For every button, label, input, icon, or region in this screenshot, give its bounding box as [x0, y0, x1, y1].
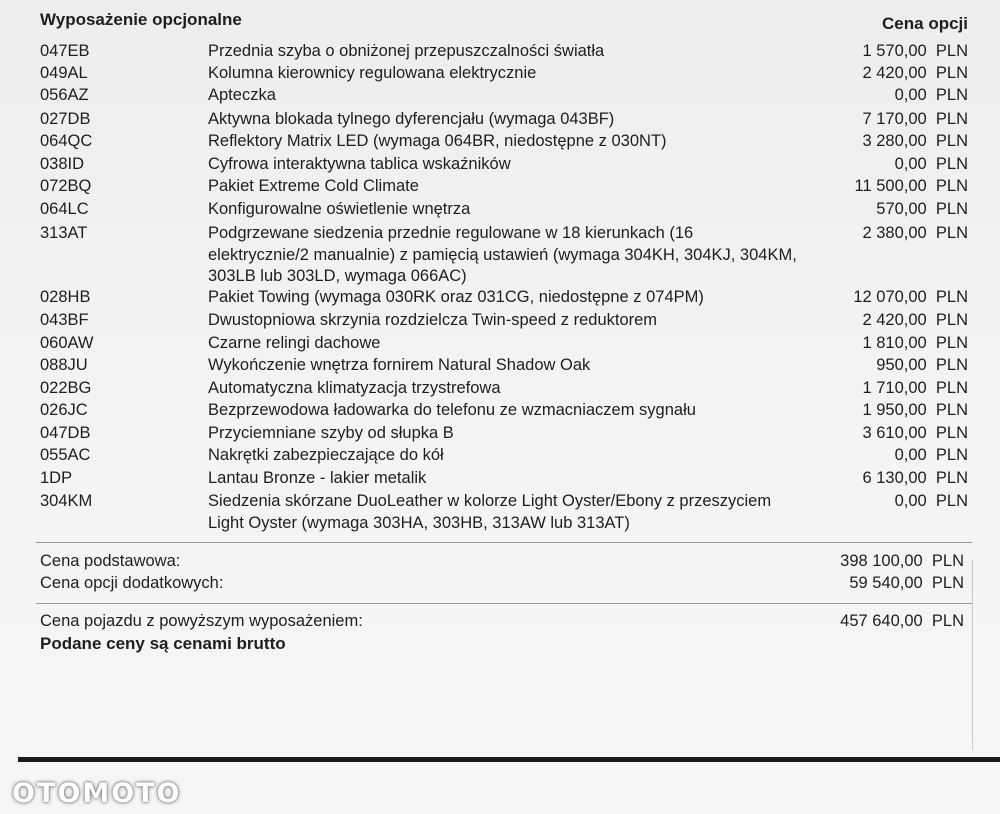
option-description: Podgrzewane siedzenia przednie regulowane w 18 kierunkach (16 elektrycznie/2 manualnie) z pamięcią ustawień (wymaga 304KH, 304KJ, 304KM, 303LB lub 303LD, wymaga 066AC)	[208, 224, 797, 285]
total-price-value: 457 640,00 PLN	[840, 612, 964, 630]
option-description: Nakrętki zabezpieczające do kół	[208, 446, 444, 464]
option-code: 064QC	[40, 132, 93, 150]
option-price: 11 500,00 PLN	[854, 177, 968, 195]
option-price: 2 420,00 PLN	[862, 311, 968, 329]
option-code: 1DP	[40, 469, 73, 487]
option-description: Aktywna blokada tylnego dyferencjału (wymaga 043BF)	[208, 110, 615, 128]
option-code: 088JU	[40, 356, 88, 374]
option-code: 043BF	[40, 311, 89, 329]
option-price: 3 610,00 PLN	[862, 424, 968, 442]
base-price-value: 398 100,00 PLN	[840, 552, 964, 570]
option-price: 0,00 PLN	[894, 492, 968, 510]
option-code: 064LC	[40, 200, 89, 218]
option-code: 026JC	[40, 401, 88, 419]
option-description: Dwustopniowa skrzynia rozdzielcza Twin-speed z reduktorem	[208, 311, 658, 329]
price-column-header: Cena opcji	[882, 14, 968, 33]
gross-price-note: Podane ceny są cenami brutto	[40, 634, 286, 653]
option-price: 1 570,00 PLN	[862, 42, 968, 60]
option-code: 313AT	[40, 224, 88, 242]
option-code: 304KM	[40, 492, 93, 510]
option-code: 056AZ	[40, 86, 89, 104]
option-price: 570,00 PLN	[876, 200, 968, 218]
option-price: 3 280,00 PLN	[862, 132, 968, 150]
option-description: Czarne relingi dachowe	[208, 334, 381, 352]
options-title: Wyposażenie opcjonalne	[40, 10, 242, 29]
option-description: Reflektory Matrix LED (wymaga 064BR, niedostępne z 030NT)	[208, 132, 667, 150]
option-description: Przyciemniane szyby od słupka B	[208, 424, 454, 442]
total-price-label: Cena pojazdu z powyższym wyposażeniem:	[40, 612, 363, 630]
option-description: Wykończenie wnętrza fornirem Natural Shadow Oak	[208, 356, 591, 374]
option-description: Przednia szyba o obniżonej przepuszczalności światła	[208, 42, 605, 60]
otomoto-watermark: OTOMOTO	[12, 778, 182, 809]
option-code: 027DB	[40, 110, 91, 128]
bottom-border	[18, 757, 1000, 762]
option-description: Automatyczna klimatyzacja trzystrefowa	[208, 379, 501, 397]
option-description: Apteczka	[208, 86, 276, 104]
extras-price-label: Cena opcji dodatkowych:	[40, 574, 224, 592]
option-code: 022BG	[40, 379, 92, 397]
option-price: 0,00 PLN	[894, 155, 968, 173]
option-code: 047DB	[40, 424, 91, 442]
option-description: Siedzenia skórzane DuoLeather w kolorze Light Oyster/Ebony z przeszyciem Light Oyster (wymaga 303HA, 303HB, 313AW lub 313AT)	[208, 492, 772, 532]
option-description: Kolumna kierownicy regulowana elektrycznie	[208, 64, 537, 82]
option-price: 1 950,00 PLN	[862, 401, 968, 419]
option-description: Cyfrowa interaktywna tablica wskaźników	[208, 155, 511, 173]
option-code: 072BQ	[40, 177, 92, 195]
base-price-label: Cena podstawowa:	[40, 552, 181, 570]
extras-price-value: 59 540,00 PLN	[849, 574, 964, 592]
divider	[36, 542, 972, 543]
option-price: 950,00 PLN	[876, 356, 968, 374]
divider	[36, 603, 972, 604]
option-description: Lantau Bronze - lakier metalik	[208, 469, 427, 487]
option-code: 060AW	[40, 334, 94, 352]
option-code: 047EB	[40, 42, 90, 60]
options-header	[40, 10, 968, 34]
option-price: 12 070,00 PLN	[853, 288, 968, 306]
option-price: 1 810,00 PLN	[862, 334, 968, 352]
option-description: Konfigurowalne oświetlenie wnętrza	[208, 200, 471, 218]
option-price: 6 130,00 PLN	[862, 469, 968, 487]
option-price: 1 710,00 PLN	[862, 379, 968, 397]
option-description: Bezprzewodowa ładowarka do telefonu ze wzmacniaczem sygnału	[208, 401, 696, 419]
option-description: Pakiet Towing (wymaga 030RK oraz 031CG, niedostępne z 074PM)	[208, 288, 704, 306]
option-price: 0,00 PLN	[894, 446, 968, 464]
option-description: Pakiet Extreme Cold Climate	[208, 177, 419, 195]
option-price: 0,00 PLN	[894, 86, 968, 104]
option-code: 028HB	[40, 288, 91, 306]
option-code: 055AC	[40, 446, 91, 464]
option-price: 2 420,00 PLN	[862, 64, 968, 82]
option-code: 049AL	[40, 64, 88, 82]
option-code: 038ID	[40, 155, 85, 173]
option-price: 7 170,00 PLN	[862, 110, 968, 128]
option-price: 2 380,00 PLN	[862, 224, 968, 242]
page-edge	[972, 560, 973, 750]
